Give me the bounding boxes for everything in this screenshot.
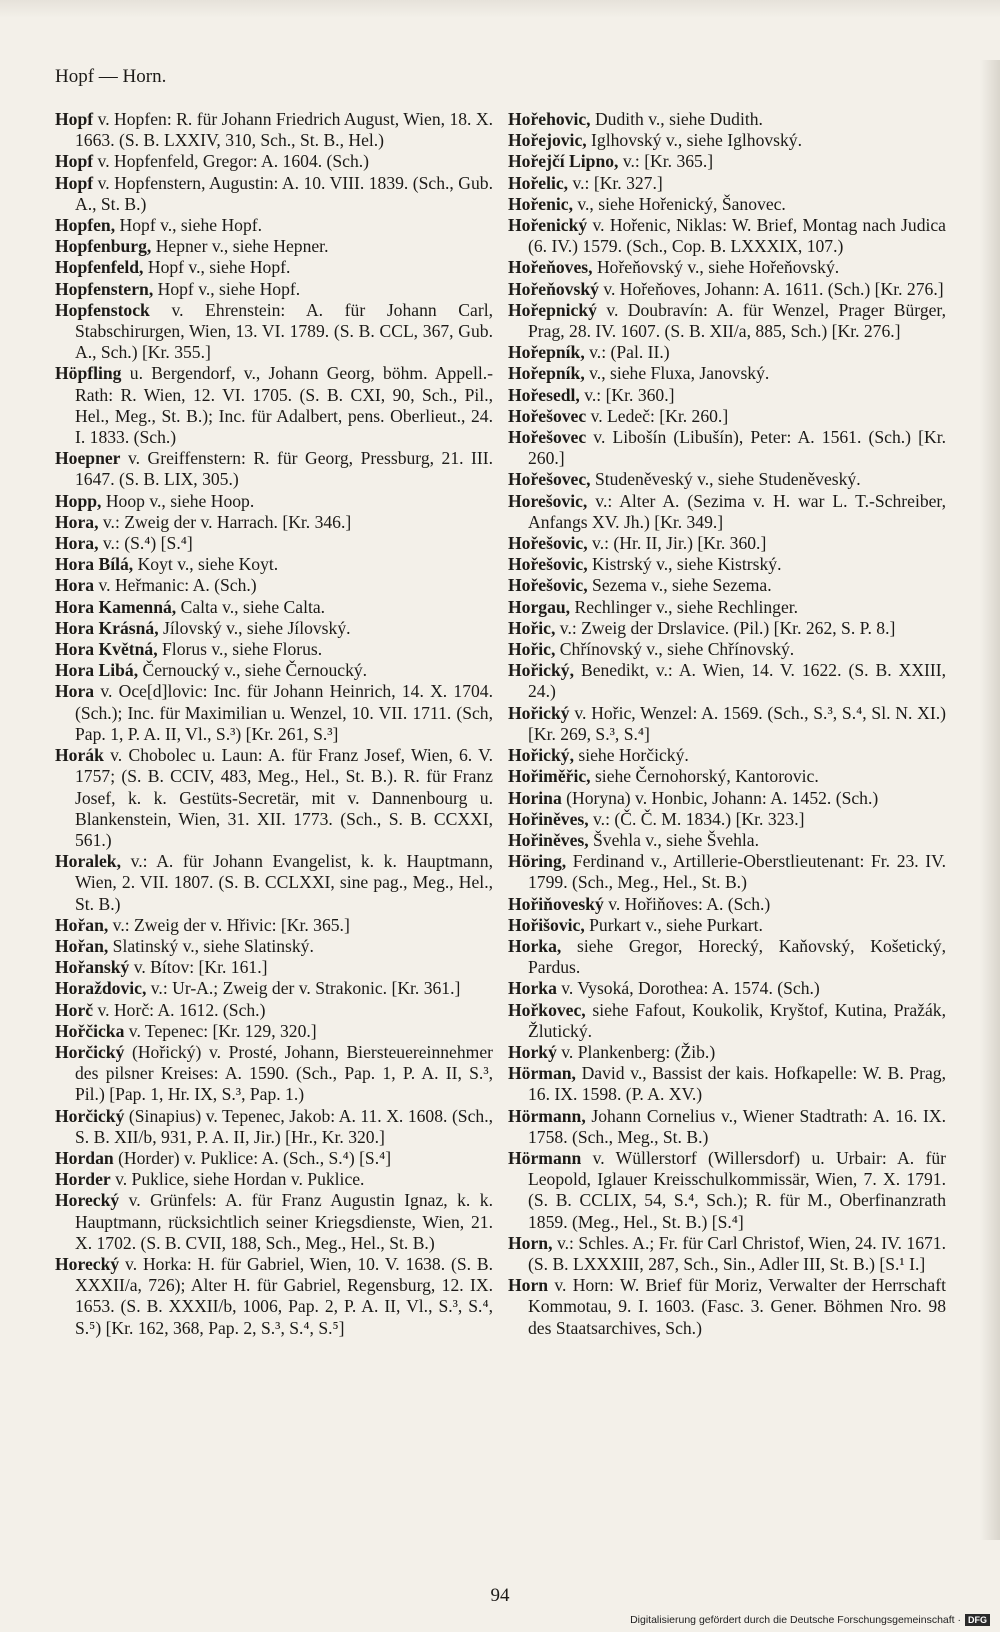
entry-text: v.: (Pal. II.) <box>584 342 670 363</box>
entry-text: Calta v., siehe Calta. <box>176 596 326 617</box>
entry-text: v. Horka: H. für Gabriel, Wien, 10. V. 1638. (S. B. XXXII/a, 726); Alter H. für Gabriel, Regensburg, 12. IX. 1653. (S. B. XXXII/b, 1006, Pap. 2, P. A. II, Vl., S.³, S.⁴, S.⁵) [Kr. 162, 368, Pap. 2, S.³, S.⁴, S.⁵] <box>75 1253 493 1338</box>
entry-headword: Horka, <box>508 935 562 956</box>
entry-text: v. Tepenec: [Kr. 129, 320.] <box>124 1020 317 1041</box>
entry-headword: Hořiňoveský <box>508 893 604 914</box>
register-entry <box>508 363 946 384</box>
register-entry <box>508 1042 946 1063</box>
entry-headword: Hora Květná, <box>55 639 158 660</box>
entry-text: v.: Zweig der v. Harrach. [Kr. 346.] <box>98 511 352 532</box>
register-entry <box>508 597 946 618</box>
entry-text: Hepner v., siehe Hepner. <box>151 236 329 257</box>
register-entry <box>508 1106 946 1148</box>
register-entry <box>55 491 493 512</box>
entry-text: v. Hopfen: R. für Johann Friedrich August, Wien, 18. X. 1663. (S. B. LXXIV, 310, Sch., St. B., Hel.) <box>75 109 493 151</box>
entry-text: v.: Ur-A.; Zweig der v. Strakonic. [Kr. 361.] <box>146 978 461 999</box>
entry-headword: Höpfling <box>55 363 122 384</box>
entry-text: v.: Alter A. (Sezima v. H. war L. T.-Schreiber, Anfangs XV. Jh.) [Kr. 349.] <box>528 490 946 532</box>
entry-text: v.: (Hr. II, Jir.) [Kr. 360.] <box>587 533 767 554</box>
entry-headword: Hora <box>55 681 95 702</box>
entry-text: v. Chobolec u. Laun: A. für Franz Josef, Wien, 6. V. 1757; (S. B. CCIV, 483, Meg., Hel., St. B.). R. für Franz Josef, k. k. Gestüts-Secretär, mit v. Dannenbourg u. Blankenstein, Wien, 31. XII. 1773. (Sch., S. B. CCXXI, 561.) <box>75 745 493 850</box>
entry-text: Černoucký v., siehe Černoucký. <box>138 660 368 681</box>
entry-text: David v., Bassist der kais. Hofkapelle: W. B. Prag, 16. IX. 1598. (P. A. XV.) <box>528 1063 946 1105</box>
entry-headword: Hora Libá, <box>55 660 139 681</box>
register-entry <box>508 533 946 554</box>
scan-edge <box>0 0 1000 18</box>
register-entry <box>508 788 946 809</box>
entry-headword: Hořešovic, <box>508 575 588 596</box>
entry-headword: Hořiměřic, <box>508 766 591 787</box>
register-entry <box>55 1169 493 1190</box>
register-entry <box>55 851 493 915</box>
entry-text: v., siehe Fluxa, Janovský. <box>584 363 770 384</box>
entry-text: v. Hopfenfeld, Gregor: A. 1604. (Sch.) <box>93 151 370 172</box>
entry-headword: Horč <box>55 999 94 1020</box>
register-entry <box>508 427 946 469</box>
entry-headword: Hořic, <box>508 617 556 638</box>
entry-headword: Horecký <box>55 1190 120 1211</box>
entry-text: v. Oce[d]lovic: Inc. für Johann Heinrich, 14. X. 1704. (Sch.); Inc. für Maximilian u. Wenzel, 10. VII. 1711. (Sch, Pap. 1, P. A. II, Vl., S.³) [Kr. 261, S.³] <box>75 681 493 744</box>
register-entry <box>508 915 946 936</box>
register-entry <box>508 936 946 978</box>
running-head: Hopf — Horn. <box>55 66 167 87</box>
entry-text: Purkart v., siehe Purkart. <box>584 914 763 935</box>
entry-text: v. Ledeč: [Kr. 260.] <box>586 405 729 426</box>
entry-headword: Hořan, <box>55 914 109 935</box>
entry-headword: Horder <box>55 1169 111 1190</box>
register-entry <box>55 575 493 596</box>
entry-text: Studeněveský v., siehe Studeněveský. <box>590 469 861 490</box>
register-entry <box>508 745 946 766</box>
entry-text: u. Bergendorf, v., Johann Georg, böhm. Appell.-Rath: R. Wien, 12. VI. 1705. (S. B. CXI, 90, Sch., Pil., Hel., Meg., St. B.); Inc. für Adalbert, pens. Oberlieut., 24. I. 1833. (Sch.) <box>75 363 493 448</box>
register-entry <box>55 554 493 575</box>
entry-text: v. Heřmanic: A. (Sch.) <box>94 575 257 596</box>
register-entry <box>55 1000 493 1021</box>
entry-headword: Hora Kamenná, <box>55 596 177 617</box>
register-entry <box>55 681 493 745</box>
register-entry <box>55 1042 493 1106</box>
register-entry <box>55 257 493 278</box>
register-entry <box>508 809 946 830</box>
entry-text: Hopf v., siehe Hopf. <box>115 215 263 236</box>
entry-headword: Höring, <box>508 851 567 872</box>
entry-headword: Hořenic, <box>508 193 573 214</box>
entry-text: Sezema v., siehe Sezema. <box>587 575 772 596</box>
entry-headword: Hořiněves, <box>508 829 589 850</box>
entry-text: Jílovský v., siehe Jílovský. <box>158 617 351 638</box>
entry-text: v. Horn: W. Brief für Moriz, Verwalter der Herrschaft Kommotau, 9. I. 1603. (Fasc. 3. Gener. Böhmen Nro. 98 des Staatsarchives, Sch.) <box>528 1275 946 1338</box>
entry-headword: Hořešovec <box>508 405 587 426</box>
register-entry <box>55 936 493 957</box>
entry-headword: Hořešovec, <box>508 469 591 490</box>
entry-headword: Hořešovic, <box>508 533 588 554</box>
register-entry <box>55 1190 493 1254</box>
register-entry <box>55 1021 493 1042</box>
register-entry <box>508 257 946 278</box>
entry-headword: Hopp, <box>55 490 102 511</box>
entry-headword: Horalek, <box>55 851 121 872</box>
entry-headword: Hora, <box>55 533 99 554</box>
entry-text: v.: A. für Johann Evangelist, k. k. Hauptmann, Wien, 2. VII. 1807. (S. B. CCLXXI, sine pag., Meg., Hel., St. B.) <box>75 851 493 914</box>
entry-headword: Hörmann <box>508 1147 582 1168</box>
entry-text: Hoop v., siehe Hoop. <box>101 490 255 511</box>
register-entry <box>55 279 493 300</box>
entry-headword: Hořenický <box>508 215 588 236</box>
entry-headword: Hopf <box>55 172 94 193</box>
register-entry <box>55 639 493 660</box>
entry-text: v. Plankenberg: (Žib.) <box>556 1041 716 1062</box>
register-entry <box>508 342 946 363</box>
entry-headword: Hora <box>55 575 95 596</box>
register-entry <box>55 300 493 364</box>
register-entry <box>508 766 946 787</box>
register-entry <box>508 1148 946 1233</box>
entry-text: v. Wüllerstorf (Willersdorf) u. Urbair: A. für Leopold, Iglauer Kreisschulkommissär, Wien, 7. X. 1791. (S. B. CCLIX, 54, S.⁴, Sch.); R. für M., Oberfinanzrath 1859. (Meg., Hel., St. B.) [S.⁴] <box>528 1147 946 1232</box>
entry-headword: Horecký <box>55 1253 120 1274</box>
entry-headword: Horn, <box>508 1232 553 1253</box>
entry-text: v. Hořeňoves, Johann: A. 1611. (Sch.) [Kr. 276.] <box>598 278 944 299</box>
register-entry <box>508 385 946 406</box>
entry-text: v.: [Kr. 365.] <box>618 151 714 172</box>
entry-text: v. Hořenic, Niklas: W. Brief, Montag nach Judica (6. IV.) 1579. (Sch., Cop. B. LXXXIX, 107.) <box>528 215 946 257</box>
entry-text: v. Hořic, Wenzel: A. 1569. (Sch., S.³, S.⁴, Sl. N. XI.) [Kr. 269, S.³, S.⁴] <box>528 702 946 744</box>
page-number: 94 <box>490 1585 510 1606</box>
register-entry <box>55 745 493 851</box>
entry-text: v.: [Kr. 360.] <box>579 384 675 405</box>
register-entry <box>55 597 493 618</box>
entry-text: Ferdinand v., Artillerie-Oberstlieutenant: Fr. 23. IV. 1799. (Sch., Meg., Hel., St. B.) <box>528 851 946 893</box>
register-entry <box>508 215 946 257</box>
register-entry <box>55 533 493 554</box>
register-entry <box>508 279 946 300</box>
register-entry <box>508 978 946 999</box>
register-entry <box>508 1233 946 1275</box>
entry-headword: Hořelic, <box>508 172 569 193</box>
entry-text: v. Libošín (Libušín), Peter: A. 1561. (Sch.) [Kr. 260.] <box>528 427 946 469</box>
register-entry <box>508 151 946 172</box>
digitization-footer <box>630 1614 990 1626</box>
entry-headword: Horn <box>508 1275 549 1296</box>
right-column <box>508 109 946 1339</box>
entry-headword: Hořanský <box>55 957 130 978</box>
register-entry <box>508 830 946 851</box>
entry-headword: Hörmann, <box>508 1105 586 1126</box>
register-entry <box>55 151 493 172</box>
register-entry <box>508 173 946 194</box>
entry-text: Kistrský v., siehe Kistrský. <box>587 554 782 575</box>
entry-text: Iglhovský v., siehe Iglhovský. <box>586 130 802 151</box>
entry-headword: Hořejčí Lipno, <box>508 151 619 172</box>
entry-headword: Horčický <box>55 1041 125 1062</box>
entry-text: v.: (Č. Č. M. 1834.) [Kr. 323.] <box>588 808 805 829</box>
register-entry <box>55 1148 493 1169</box>
register-entry <box>508 491 946 533</box>
register-entry <box>508 130 946 151</box>
entry-text: Dudith v., siehe Dudith. <box>590 109 763 129</box>
entry-text: Koyt v., siehe Koyt. <box>133 554 279 575</box>
entry-text: v. Bítov: [Kr. 161.] <box>129 957 268 978</box>
entry-text: v. Doubravín: A. für Wenzel, Prager Bürger, Prag, 28. IV. 1607. (S. B. XII/a, 885, Sch.) [Kr. 276.] <box>528 299 946 342</box>
entry-text: v. Horč: A. 1612. (Sch.) <box>93 999 266 1020</box>
register-entry <box>55 957 493 978</box>
register-entry <box>55 236 493 257</box>
entry-text: v., siehe Hořenický, Šanovec. <box>572 193 786 214</box>
register-entry <box>55 363 493 448</box>
entry-headword: Hořic, <box>508 639 556 660</box>
entry-headword: Hora, <box>55 511 99 532</box>
register-entry <box>508 554 946 575</box>
entry-text: v. Hořiňoves: A. (Sch.) <box>603 893 771 914</box>
entry-headword: Hora Bílá, <box>55 554 134 575</box>
entry-headword: Hora Krásná, <box>55 617 159 638</box>
entry-headword: Hopfenfeld, <box>55 257 144 278</box>
entry-text: Johann Cornelius v., Wiener Stadtrath: A. 16. IX. 1758. (Sch., Meg., St. B.) <box>528 1105 946 1147</box>
entry-text: Benedikt, v.: A. Wien, 14. V. 1622. (S. B. XXIII, 24.) <box>528 660 946 702</box>
entry-headword: Horina <box>508 787 562 808</box>
register-entry <box>508 1275 946 1339</box>
entry-headword: Hoepner <box>55 448 121 469</box>
entry-headword: Horgau, <box>508 596 571 617</box>
entry-headword: Hořkovec, <box>508 999 586 1020</box>
entry-headword: Hořeňoves, <box>508 257 593 278</box>
entry-headword: Hopfenburg, <box>55 236 152 257</box>
register-entry <box>508 300 946 342</box>
entry-text: (Hořický) v. Prosté, Johann, Biersteuereinnehmer des pilsner Kreises: A. 1590. (Sch., Pap. 1, P. A. II, S.³, Pil.) [Pap. 1, Hr. IX, S.³, Pap. 1.) <box>75 1041 493 1105</box>
register-entry <box>55 978 493 999</box>
entry-text: v. Greiffenstern: R. für Georg, Pressburg, 21. III. 1647. (S. B. LIX, 305.) <box>75 448 493 490</box>
entry-headword: Hořešovec <box>508 427 587 448</box>
register-entry <box>55 618 493 639</box>
entry-headword: Hořický, <box>508 745 574 766</box>
register-entry <box>55 109 493 151</box>
entry-text: v. Grünfels: A. für Franz Augustin Ignaz, k. k. Hauptmann, rücksichtlich seiner Kriegsdienste, Wien, 21. X. 1702. (S. B. CVII, 188, Sch., Meg., Hel., St. B.) <box>75 1190 493 1253</box>
entry-text: siehe Gregor, Horecký, Kaňovský, Košetický, Pardus. <box>528 935 946 978</box>
register-entry <box>55 215 493 236</box>
entry-text: v. Ehrenstein: A. für Johann Carl, Stabschirurgen, Wien, 13. VI. 1789. (S. B. CCL, 367, Gub. A., Sch.) [Kr. 355.] <box>75 299 493 363</box>
entry-text: Rechlinger v., siehe Rechlinger. <box>570 596 799 617</box>
entry-headword: Horák <box>55 745 104 766</box>
entry-text: siehe Fafout, Koukolik, Kryštof, Kutina, Pražák, Žlutický. <box>528 999 946 1041</box>
register-entry <box>508 194 946 215</box>
register-entry <box>55 660 493 681</box>
entry-text: Florus v., siehe Florus. <box>157 639 323 660</box>
entry-headword: Hopf <box>55 151 94 172</box>
register-entry <box>508 618 946 639</box>
register-entry <box>508 703 946 745</box>
entry-headword: Hopfenstock <box>55 299 150 320</box>
entry-headword: Hopfen, <box>55 215 116 236</box>
entry-text: v.: [Kr. 327.] <box>568 172 663 193</box>
register-entry <box>55 173 493 215</box>
register-entry <box>55 1106 493 1148</box>
entry-text: siehe Černohorský, Kantorovic. <box>590 766 819 787</box>
register-entry <box>508 109 946 130</box>
register-entry <box>55 915 493 936</box>
entry-headword: Horčický <box>55 1105 125 1126</box>
register-entry <box>508 1063 946 1105</box>
entry-headword: Horka <box>508 978 557 999</box>
entry-text: v.: Zweig der Drslavice. (Pil.) [Kr. 262, S. P. 8.] <box>555 617 896 638</box>
entry-headword: Hořepnický <box>508 299 597 320</box>
entry-text: Hořeňovský v., siehe Hořeňovský. <box>592 257 840 278</box>
entry-headword: Hordan <box>55 1147 114 1168</box>
entry-text: v. Puklice, siehe Hordan v. Puklice. <box>110 1169 365 1190</box>
entry-headword: Hořejovic, <box>508 130 587 151</box>
entry-headword: Hořan, <box>55 935 109 956</box>
entry-text: (Horyna) v. Honbic, Johann: A. 1452. (Sch.) <box>561 787 879 808</box>
register-entry <box>508 660 946 702</box>
register-entry <box>55 512 493 533</box>
entry-text: Švehla v., siehe Švehla. <box>588 829 759 850</box>
entry-text: v.: Schles. A.; Fr. für Carl Christof, Wien, 24. IV. 1671. (S. B. LXXXIII, 287, Sch., Sin., Adler III, St. B.) [S.¹ I.] <box>528 1232 946 1274</box>
left-column <box>55 109 493 1339</box>
entry-text: Hopf v., siehe Hopf. <box>143 257 291 278</box>
entry-headword: Hořepník, <box>508 342 585 363</box>
entry-headword: Horešovic, <box>508 490 588 511</box>
register-entry <box>55 448 493 490</box>
register-entry <box>508 894 946 915</box>
entry-headword: Hořesedl, <box>508 384 580 405</box>
entry-headword: Hopfenstern, <box>55 278 154 299</box>
entry-text: Chřínovský v., siehe Chřínovský. <box>555 639 795 660</box>
entry-headword: Hořepník, <box>508 363 585 384</box>
entry-text: v. Hopfenstern, Augustin: A. 10. VIII. 1839. (Sch., Gub. A., St. B.) <box>75 172 493 214</box>
entry-headword: Hořický <box>508 702 570 723</box>
dfg-logo: DFG <box>965 1614 990 1626</box>
register-entry <box>508 406 946 427</box>
footer-text: Digitalisierung gefördert durch die Deutsche Forschungsgemeinschaft · <box>630 1614 961 1626</box>
entry-headword: Hořický, <box>508 660 574 681</box>
entry-headword: Hořiněves, <box>508 808 589 829</box>
entry-text: (Horder) v. Puklice: A. (Sch., S.⁴) [S.⁴] <box>113 1147 392 1168</box>
entry-headword: Hořešovic, <box>508 554 588 575</box>
entry-text: siehe Horčický. <box>573 745 689 766</box>
entry-headword: Horký <box>508 1041 557 1062</box>
entry-headword: Hořehovic, <box>508 109 591 129</box>
entry-text: Hopf v., siehe Hopf. <box>153 278 301 299</box>
entry-text: Slatinský v., siehe Slatinský. <box>108 935 314 956</box>
register-entry <box>55 1254 493 1339</box>
facing-page-bleed <box>980 60 1000 1540</box>
entry-headword: Hořeňovský <box>508 278 599 299</box>
register-entry <box>508 1000 946 1042</box>
entry-headword: Horaždovic, <box>55 978 147 999</box>
entry-headword: Hořčicka <box>55 1020 125 1041</box>
register-entry <box>508 851 946 893</box>
entry-text: v. Vysoká, Dorothea: A. 1574. (Sch.) <box>556 978 820 999</box>
entry-text: v.: (S.⁴) [S.⁴] <box>98 533 193 554</box>
entry-headword: Hörman, <box>508 1063 576 1084</box>
register-entry <box>508 575 946 596</box>
entry-text: (Sinapius) v. Tepenec, Jakob: A. 11. X. 1608. (Sch., S. B. XII/b, 931, P. A. II, Jir.) [Hr., Kr. 320.] <box>75 1105 493 1147</box>
entry-headword: Hopf <box>55 109 94 129</box>
register-entry <box>508 639 946 660</box>
entry-headword: Hořišovic, <box>508 914 585 935</box>
register-entry <box>508 469 946 490</box>
entry-text: v.: Zweig der v. Hřivic: [Kr. 365.] <box>108 914 350 935</box>
